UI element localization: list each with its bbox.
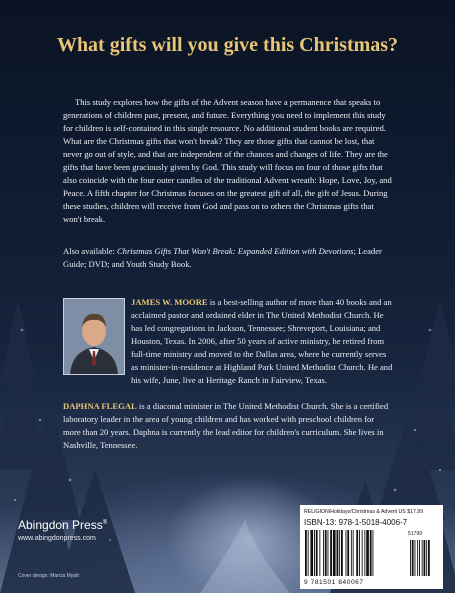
barcode-bar — [351, 530, 352, 576]
barcode-addon-bar — [410, 540, 411, 576]
description-paragraph: This study explores how the gifts of the Advent season have a permanence that speaks to generations of children past, present, and future. Everything you need to implement this study for children is self-contained in this single resource. No additional student books are required. What are the Christmas gifts that won't break? They are those gifts that cannot be lost, that never go out of style, and that are independent of the chances and changes of life. They are the gifts that have been graciously given by God. This study will focus on four of those gifts that also coincide with the four outer candles of the traditional Advent wreath: Hope, Love, Joy, and Peace. A fifth chapter for Christmas focuses on the greatest gift of all, the gift of Jesus. During these studies, children will receive from God and pass on to others the Christmas gifts that won't break. — [63, 97, 392, 224]
author-bio-text: is a diaconal minister in The United Methodist Church. She is a certified laboratory leader in the area of young children and has worked with preschool children for more than 20 years. Daphna is currently the lead editor for children's curriculum. She lives in Nashville, Tennessee. — [63, 401, 389, 450]
barcode-bar — [370, 530, 372, 576]
barcode-bar — [353, 530, 354, 576]
publisher-logo — [18, 518, 107, 532]
barcode-digits: 9 781501 840067 — [304, 579, 364, 586]
barcode-addon-bar — [428, 540, 430, 576]
barcode-bar — [366, 530, 369, 576]
barcode-bar — [305, 530, 307, 576]
author-name-james-moore: JAMES W. MOORE — [131, 297, 208, 307]
barcode-bar — [314, 530, 315, 576]
author-portrait — [64, 299, 124, 374]
barcode-isbn: ISBN-13: 978-1-5018-4006-7 — [304, 518, 408, 527]
barcode-bar — [328, 530, 329, 576]
barcode-bar — [330, 530, 332, 576]
barcode-bar — [362, 530, 363, 576]
author-name-daphna-flegal: DAPHNA FLEGAL — [63, 401, 137, 411]
barcode-addon-bar — [422, 540, 423, 576]
barcode-bar — [341, 530, 343, 576]
publisher-website: www.abingdonpress.com — [18, 535, 96, 542]
also-available-title: Christmas Gifts That Won't Break: Expanded Edition with Devotions — [116, 246, 354, 256]
barcode-bar — [319, 530, 320, 576]
barcode-price-code: 51799 — [408, 531, 422, 537]
barcode-bars — [304, 530, 439, 578]
barcode-addon-bar — [419, 540, 420, 576]
author-bio-james-moore — [131, 296, 393, 387]
barcode-bar — [347, 530, 349, 576]
barcode-addon-bar — [424, 540, 426, 576]
cover-credit: Cover design: Marcia Myatt — [18, 573, 79, 579]
barcode-bar — [325, 530, 327, 576]
barcode-bar — [356, 530, 358, 576]
also-available-lead: Also available: — [63, 246, 117, 256]
headline: What gifts will you give this Christmas? — [56, 34, 399, 56]
also-available-rest: ; Leader Guide; DVD; and Youth Study Book. — [63, 246, 382, 269]
barcode-bar — [333, 530, 336, 576]
barcode-bar — [346, 530, 347, 576]
barcode-addon-bar — [426, 540, 427, 576]
barcode-addon-bar — [415, 540, 416, 576]
barcode-bar — [308, 530, 309, 576]
author-photo — [63, 298, 125, 375]
author-bio-text: is a best-selling author of more than 40 books and an acclaimed pastor and ordained elder in The United Methodist Church. He has led congregations in Jackson, Tennessee; Shreveport, Louisiana; and Houston, Texas. In 2006, after 50 years of active ministry, he retired from full-time ministry and moved to the Dallas area, where he currently serves as minister-in-residence at Highland Park United Methodist Church. He and his wife, June, live at Heritage Ranch in Fairview, Texas. — [131, 297, 393, 385]
barcode-bar — [337, 530, 339, 576]
publisher-name: Abingdon Press — [18, 518, 103, 532]
barcode-category: RELIGION/Holidays/Christmas & Advent US $17.99 — [304, 509, 424, 515]
publisher-trademark: ® — [102, 520, 108, 526]
barcode-bar — [323, 530, 324, 576]
barcode-bar — [316, 530, 318, 576]
snowy-path — [200, 520, 290, 593]
barcode-bar — [310, 530, 313, 576]
also-available — [63, 245, 393, 271]
barcode-bar — [339, 530, 340, 576]
barcode-addon-bar — [412, 540, 414, 576]
barcode-box — [300, 505, 443, 589]
barcode-bar — [364, 530, 365, 576]
author-bio-daphna-flegal — [63, 400, 393, 452]
barcode-addon-bar — [417, 540, 418, 576]
barcode-bar — [373, 530, 374, 576]
barcode-bar — [359, 530, 360, 576]
